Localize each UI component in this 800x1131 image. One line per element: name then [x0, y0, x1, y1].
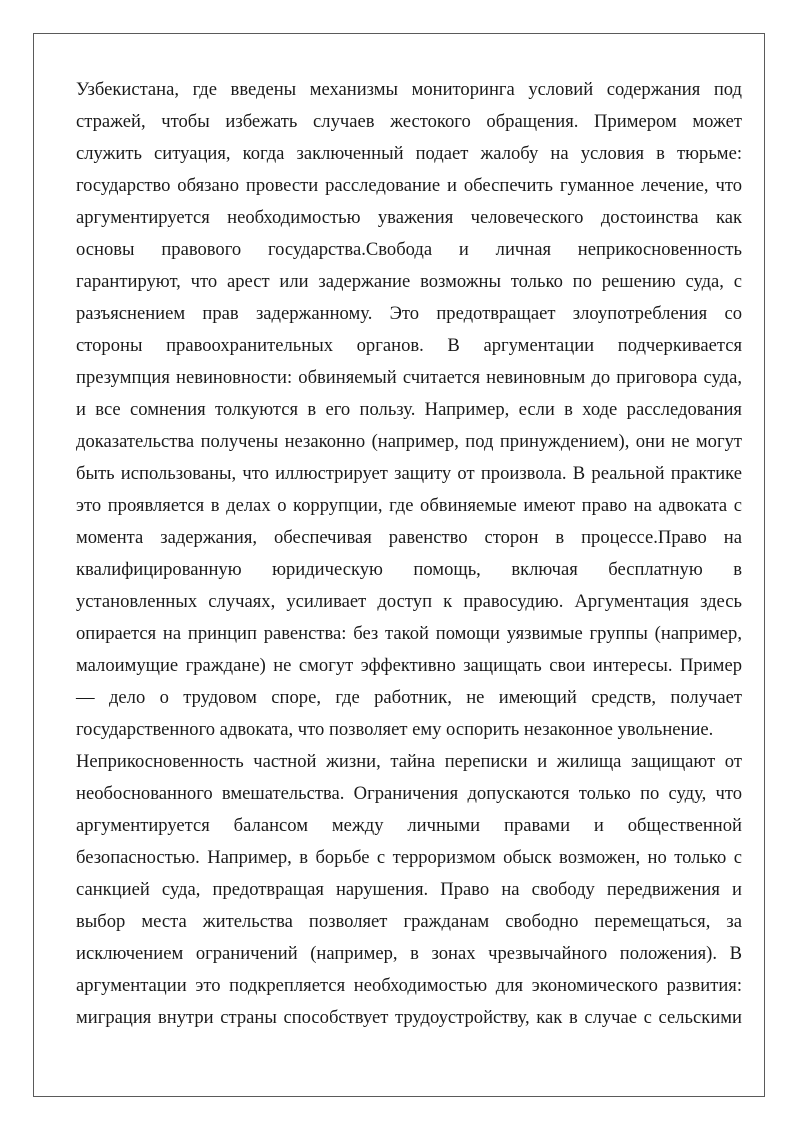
text-line: аргументируется необходимостью уважения человеческого достоинства как: [76, 207, 742, 228]
text-line: выбор места жительства позволяет гражданам свободно перемещаться, за: [76, 911, 742, 932]
text-line: Неприкосновенность частной жизни, тайна переписки и жилища защищают от: [76, 751, 742, 772]
text-line: исключением ограничений (например, в зонах чрезвычайного положения). В: [76, 943, 742, 964]
text-line: — дело о трудовом споре, где работник, не имеющий средств, получает: [76, 687, 742, 708]
text-line: момента задержания, обеспечивая равенство сторон в процессе.Право на: [76, 527, 742, 548]
text-line: санкцией суда, предотвращая нарушения. Право на свободу передвижения и: [76, 879, 742, 900]
text-line: гарантируют, что арест или задержание возможны только по решению суда, с: [76, 271, 742, 292]
text-line: и все сомнения толкуются в его пользу. Например, если в ходе расследования: [76, 399, 742, 420]
text-line: государственного адвоката, что позволяет ему оспорить незаконное увольнение.: [76, 719, 714, 740]
text-line: служить ситуация, когда заключенный подает жалобу на условия в тюрьме:: [76, 143, 742, 164]
text-line: стороны правоохранительных органов. В аргументации подчеркивается: [76, 335, 742, 356]
text-line: это проявляется в делах о коррупции, где обвиняемые имеют право на адвоката с: [76, 495, 742, 516]
text-line: Узбекистана, где введены механизмы мониторинга условий содержания под: [76, 79, 742, 100]
text-line: государство обязано провести расследование и обеспечить гуманное лечение, что: [76, 175, 742, 196]
text-line: безопасностью. Например, в борьбе с терроризмом обыск возможен, но только с: [76, 847, 742, 868]
text-line: миграция внутри страны способствует трудоустройству, как в случае с сельскими: [76, 1007, 742, 1028]
text-line: квалифицированную юридическую помощь, включая бесплатную в: [76, 559, 742, 580]
text-line: разъяснением прав задержанному. Это предотвращает злоупотребления со: [76, 303, 742, 324]
text-line: основы правового государства.Свобода и личная неприкосновенность: [76, 239, 742, 260]
text-line: опирается на принцип равенства: без такой помощи уязвимые группы (например,: [76, 623, 742, 644]
text-line: доказательства получены незаконно (например, под принуждением), они не могут: [76, 431, 742, 452]
text-line: стражей, чтобы избежать случаев жестокого обращения. Примером может: [76, 111, 742, 132]
text-line: презумпция невиновности: обвиняемый считается невиновным до приговора суда,: [76, 367, 742, 388]
text-line: аргументируется балансом между личными правами и общественной: [76, 815, 742, 836]
document-body: [76, 74, 742, 1034]
text-line: малоимущие граждане) не смогут эффективно защищать свои интересы. Пример: [76, 655, 742, 676]
text-line: аргументации это подкрепляется необходимостью для экономического развития:: [76, 975, 742, 996]
text-line: установленных случаях, усиливает доступ к правосудию. Аргументация здесь: [76, 591, 742, 612]
text-line: необоснованного вмешательства. Ограничения допускаются только по суду, что: [76, 783, 742, 804]
text-line: быть использованы, что иллюстрирует защиту от произвола. В реальной практике: [76, 463, 742, 484]
